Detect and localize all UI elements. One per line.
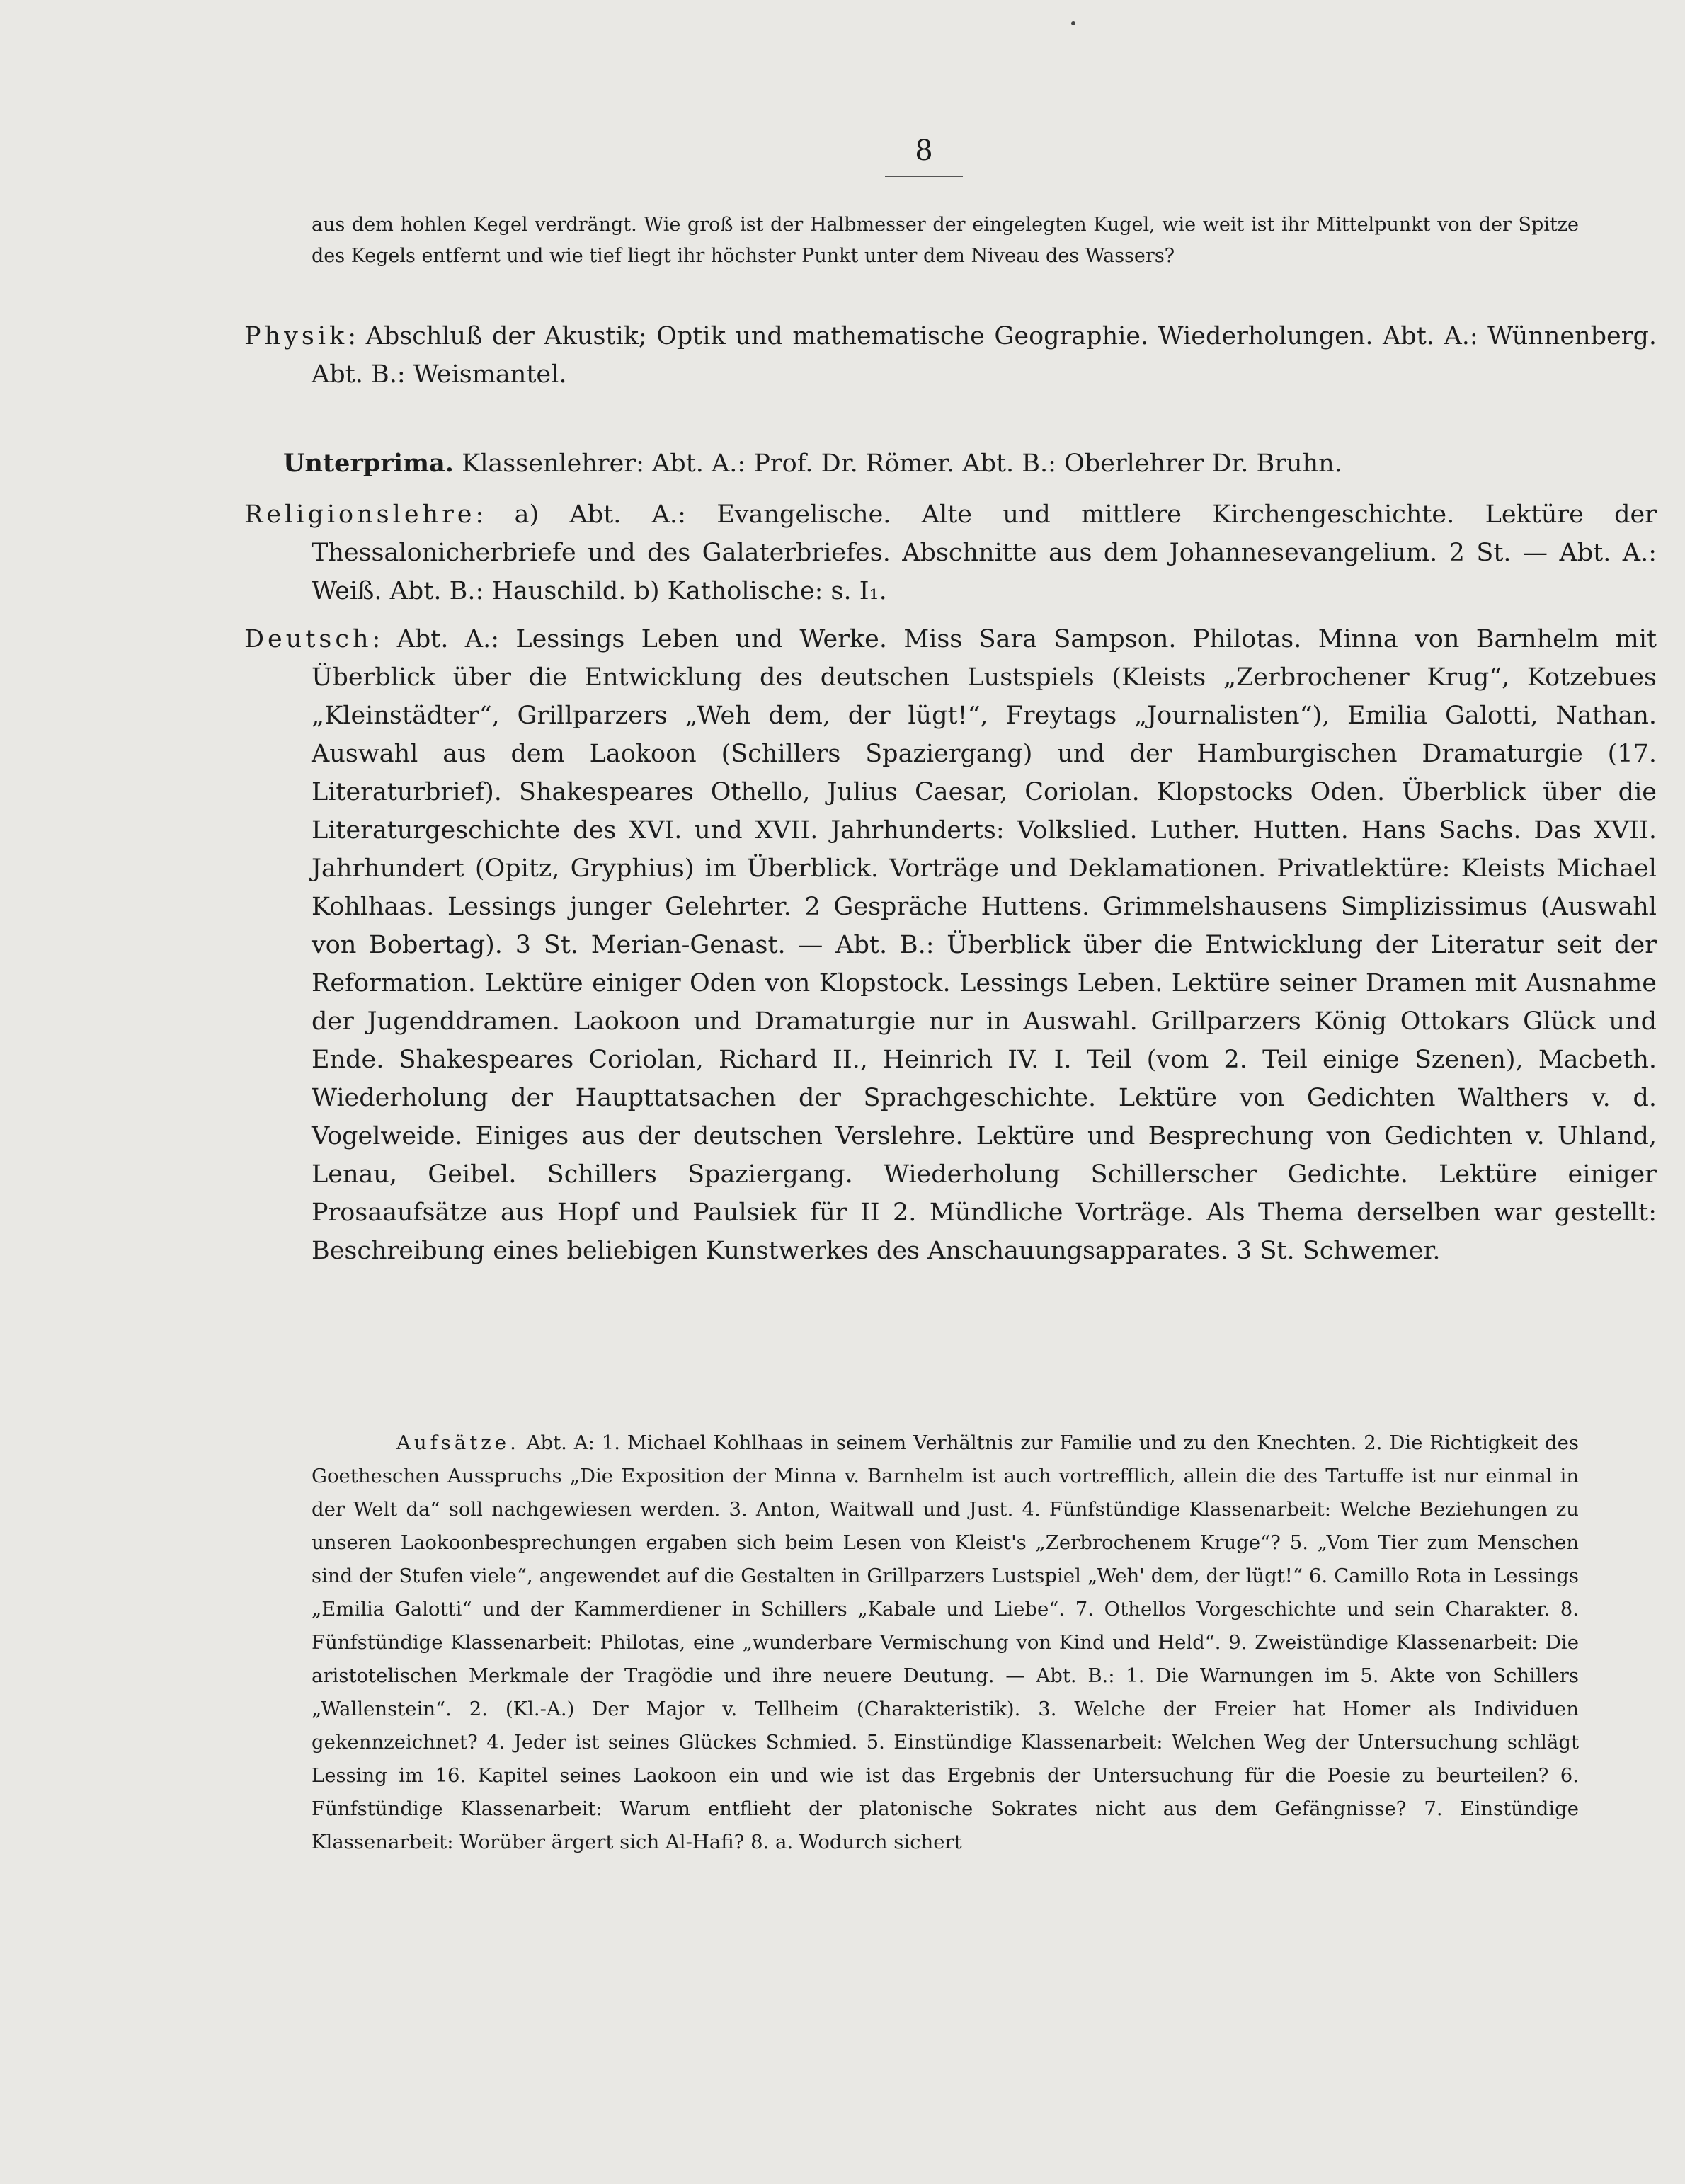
religion-label: Religionslehre [244, 501, 476, 529]
deutsch-label: Deutsch [244, 625, 372, 653]
page-number-rule [885, 176, 963, 177]
aufsaetze-paragraph [312, 1427, 1579, 1859]
physik-label: Physik [244, 322, 348, 350]
print-speck [1071, 21, 1075, 25]
physik-text: : Abschluß der Akustik; Optik und mathematische Geographie. Wiederholungen. Abt. A.: Wünnenberg. Abt. B.: Weismantel. [312, 322, 1657, 389]
deutsch-text: : Abt. A.: Lessings Leben und Werke. Miss Sara Sampson. Philotas. Minna von Barnhelm mit Überblick über die Entwicklung des deutschen Lustspiels (Kleists „Zerbrochener Krug“, Kotzebues „Kleinstädter“, Grillparzers „Weh dem, der lügt!“, Freytags „Journalisten“), Emilia Galotti, Nathan. Auswahl aus dem Laokoon (Schillers Spaziergang) und der Hamburgischen Dramaturgie (17. Literaturbrief). Shakespeares Othello, Julius Caesar, Coriolan. Klopstocks Oden. Überblick über die Literaturgeschichte des XVI. und XVII. Jahrhunderts: Volkslied. Luther. Hutten. Hans Sachs. Das XVII. Jahrhundert (Opitz, Gryphius) im Überblick. Vorträge und Deklamationen. Privatlektüre: Kleists Michael Kohlhaas. Lessings junger Gelehrter. 2 Gespräche Huttens. Grimmelshausens Simplizissimus (Auswahl von Bobertag). 3 St. Merian-Genast. — Abt. B.: Überblick über die Entwicklung der Literatur seit der Reformation. Lektüre einiger Oden von Klopstock. Lessings Leben. Lektüre seiner Dramen mit Ausnahme der Jugenddramen. Laokoon und Dramaturgie nur in Auswahl. Grillparzers König Ottokars Glück und Ende. Shakespeares Coriolan, Richard II., Heinrich IV. I. Teil (vom 2. Teil einige Szenen), Macbeth. Wiederholung der Haupttatsachen der Sprachgeschichte. Lektüre von Gedichten Walthers v. d. Vogelweide. Einiges aus der deutschen Verslehre. Lektüre und Besprechung von Gedichten v. Uhland, Lenau, Geibel. Schillers Spaziergang. Wiederholung Schillerscher Gedichte. Lektüre einiger Prosaaufsätze aus Hopf und Paulsiek für II 2. Mündliche Vorträge. Als Thema derselben war gestellt: Beschreibung eines beliebigen Kunstwerkes des Anschauungsapparates. 3 St. Schwemer. [312, 625, 1657, 1265]
aufsaetze-text: Abt. A: 1. Michael Kohlhaas in seinem Verhältnis zur Familie und zu den Knechten. 2. Die Richtigkeit des Goetheschen Ausspruchs „Die Exposition der Minna v. Barnhelm ist auch vortrefflich, allein die des Tartuffe ist nur einmal in der Welt da“ soll nachgewiesen werden. 3. Anton, Waitwall und Just. 4. Fünfstündige Klassenarbeit: Welche Beziehungen zu unseren Laokoonbesprechungen ergaben sich beim Lesen von Kleist's „Zerbrochenem Kruge“? 5. „Vom Tier zum Menschen sind der Stufen viele“, angewendet auf die Gestalten in Grillparzers Lustspiel „Weh' dem, der lügt!“ 6. Camillo Rota in Lessings „Emilia Galotti“ und der Kammerdiener in Schillers „Kabale und Liebe“. 7. Othellos Vorgeschichte und sein Charakter. 8. Fünfstündige Klassenarbeit: Philotas, eine „wunderbare Vermischung von Kind und Held“. 9. Zweistündige Klassenarbeit: Die aristotelischen Merkmale der Tragödie und ihre neuere Deutung. — Abt. B.: 1. Die Warnungen im 5. Akte von Schillers „Wallenstein“. 2. (Kl.-A.) Der Major v. Tellheim (Charakteristik). 3. Welche der Freier hat Homer als Individuen gekennzeichnet? 4. Jeder ist seines Glückes Schmied. 5. Einstündige Klassenarbeit: Welchen Weg der Untersuchung schlägt Lessing im 16. Kapitel seines Laokoon ein und wie ist das Ergebnis der Untersuchung für die Poesie zu beurteilen? 6. Fünfstündige Klassenarbeit: Warum entflieht der platonische Sokrates nicht aus dem Gefängnisse? 7. Einstündige Klassenarbeit: Worüber ärgert sich Al-Hafi? 8. a. Wodurch sichert [312, 1431, 1579, 1853]
religion-text: : a) Abt. A.: Evangelische. Alte und mittlere Kirchengeschichte. Lektüre der Thessalonicherbriefe und des Galaterbriefes. Abschnitte aus dem Johannesevangelium. 2 St. — Abt. A.: Weiß. Abt. B.: Hauschild. b) Katholische: s. I₁. [312, 501, 1657, 605]
physik-paragraph [244, 317, 1657, 394]
unterprima-label: Unterprima. [283, 449, 454, 478]
religion-paragraph [244, 496, 1657, 610]
page-number: 8 [915, 135, 933, 167]
unterprima-text: Klassenlehrer: Abt. A.: Prof. Dr. Römer. Abt. B.: Oberlehrer Dr. Bruhn. [462, 450, 1342, 478]
intro-paragraph: aus dem hohlen Kegel verdrängt. Wie groß ist der Halbmesser der eingelegten Kugel, wie weit ist ihr Mittelpunkt von der Spitze des Kegels entfernt und wie tief liegt ihr höchster Punkt unter dem Niveau des Wassers? [312, 214, 1579, 267]
aufsaetze-label: Aufsätze. [396, 1431, 520, 1454]
unterprima-heading [283, 445, 1589, 483]
deutsch-paragraph [244, 620, 1657, 1270]
